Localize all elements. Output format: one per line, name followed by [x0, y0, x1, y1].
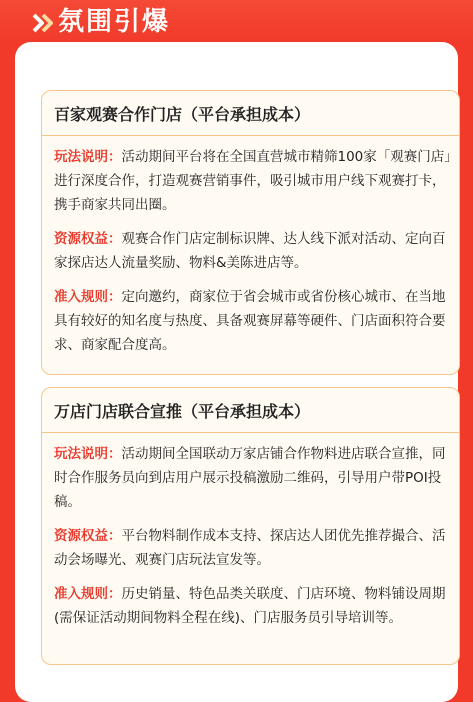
- content-panel: [15, 42, 458, 702]
- card-divider: [42, 432, 459, 433]
- card-title: 百家观赛合作门店（平台承担成本）: [54, 105, 311, 124]
- rules-label: 玩法说明：: [54, 149, 122, 165]
- double-chevron-right-icon: [32, 12, 54, 34]
- criteria-label: 准入规则：: [54, 586, 122, 602]
- rules-text: 活动期间全国联动万家店铺合作物料进店联合宣推，同时合作服务员向到店用户展示投稿激励二维码，引导用户带POI投稿。: [54, 446, 446, 510]
- benefits-text: 观赛合作门店定制标识牌、达人线下派对活动、定向百家探店达人流量奖励、物料&美陈进店等。: [54, 231, 446, 271]
- rules-paragraph: [54, 442, 452, 514]
- card-divider: [42, 135, 459, 136]
- benefits-label: 资源权益：: [54, 231, 122, 247]
- card-hundred-stores: [41, 90, 460, 375]
- criteria-text: 历史销量、特色品类关联度、门店环境、物料铺设周期(需保证活动期间物料全程在线)、门店服务员引导培训等。: [54, 586, 446, 626]
- benefits-paragraph: [54, 227, 452, 275]
- criteria-paragraph: [54, 285, 452, 357]
- criteria-text: 定向邀约，商家位于省会城市或省份核心城市、在当地具有较好的知名度与热度、具备观赛屏幕等硬件、门店面积符合要求、商家配合度高。: [54, 289, 446, 353]
- benefits-text: 平台物料制作成本支持、探店达人团优先推荐撮合、活动会场曝光、观赛门店玩法宣发等。: [54, 528, 446, 568]
- criteria-paragraph: [54, 582, 452, 630]
- rules-label: 玩法说明：: [54, 446, 122, 462]
- rules-paragraph: [54, 145, 452, 217]
- benefits-paragraph: [54, 524, 452, 572]
- section-title: 氛围引爆: [58, 7, 171, 37]
- card-title: 万店门店联合宣推（平台承担成本）: [54, 402, 311, 421]
- section-header: [0, 0, 473, 42]
- card-ten-thousand-stores: [41, 387, 460, 665]
- criteria-label: 准入规则：: [54, 289, 122, 305]
- rules-text: 活动期间平台将在全国直营城市精筛100家「观赛门店」进行深度合作，打造观赛营销事件，吸引城市用户线下观赛打卡，携手商家共同出圈。: [54, 149, 452, 213]
- benefits-label: 资源权益：: [54, 528, 122, 544]
